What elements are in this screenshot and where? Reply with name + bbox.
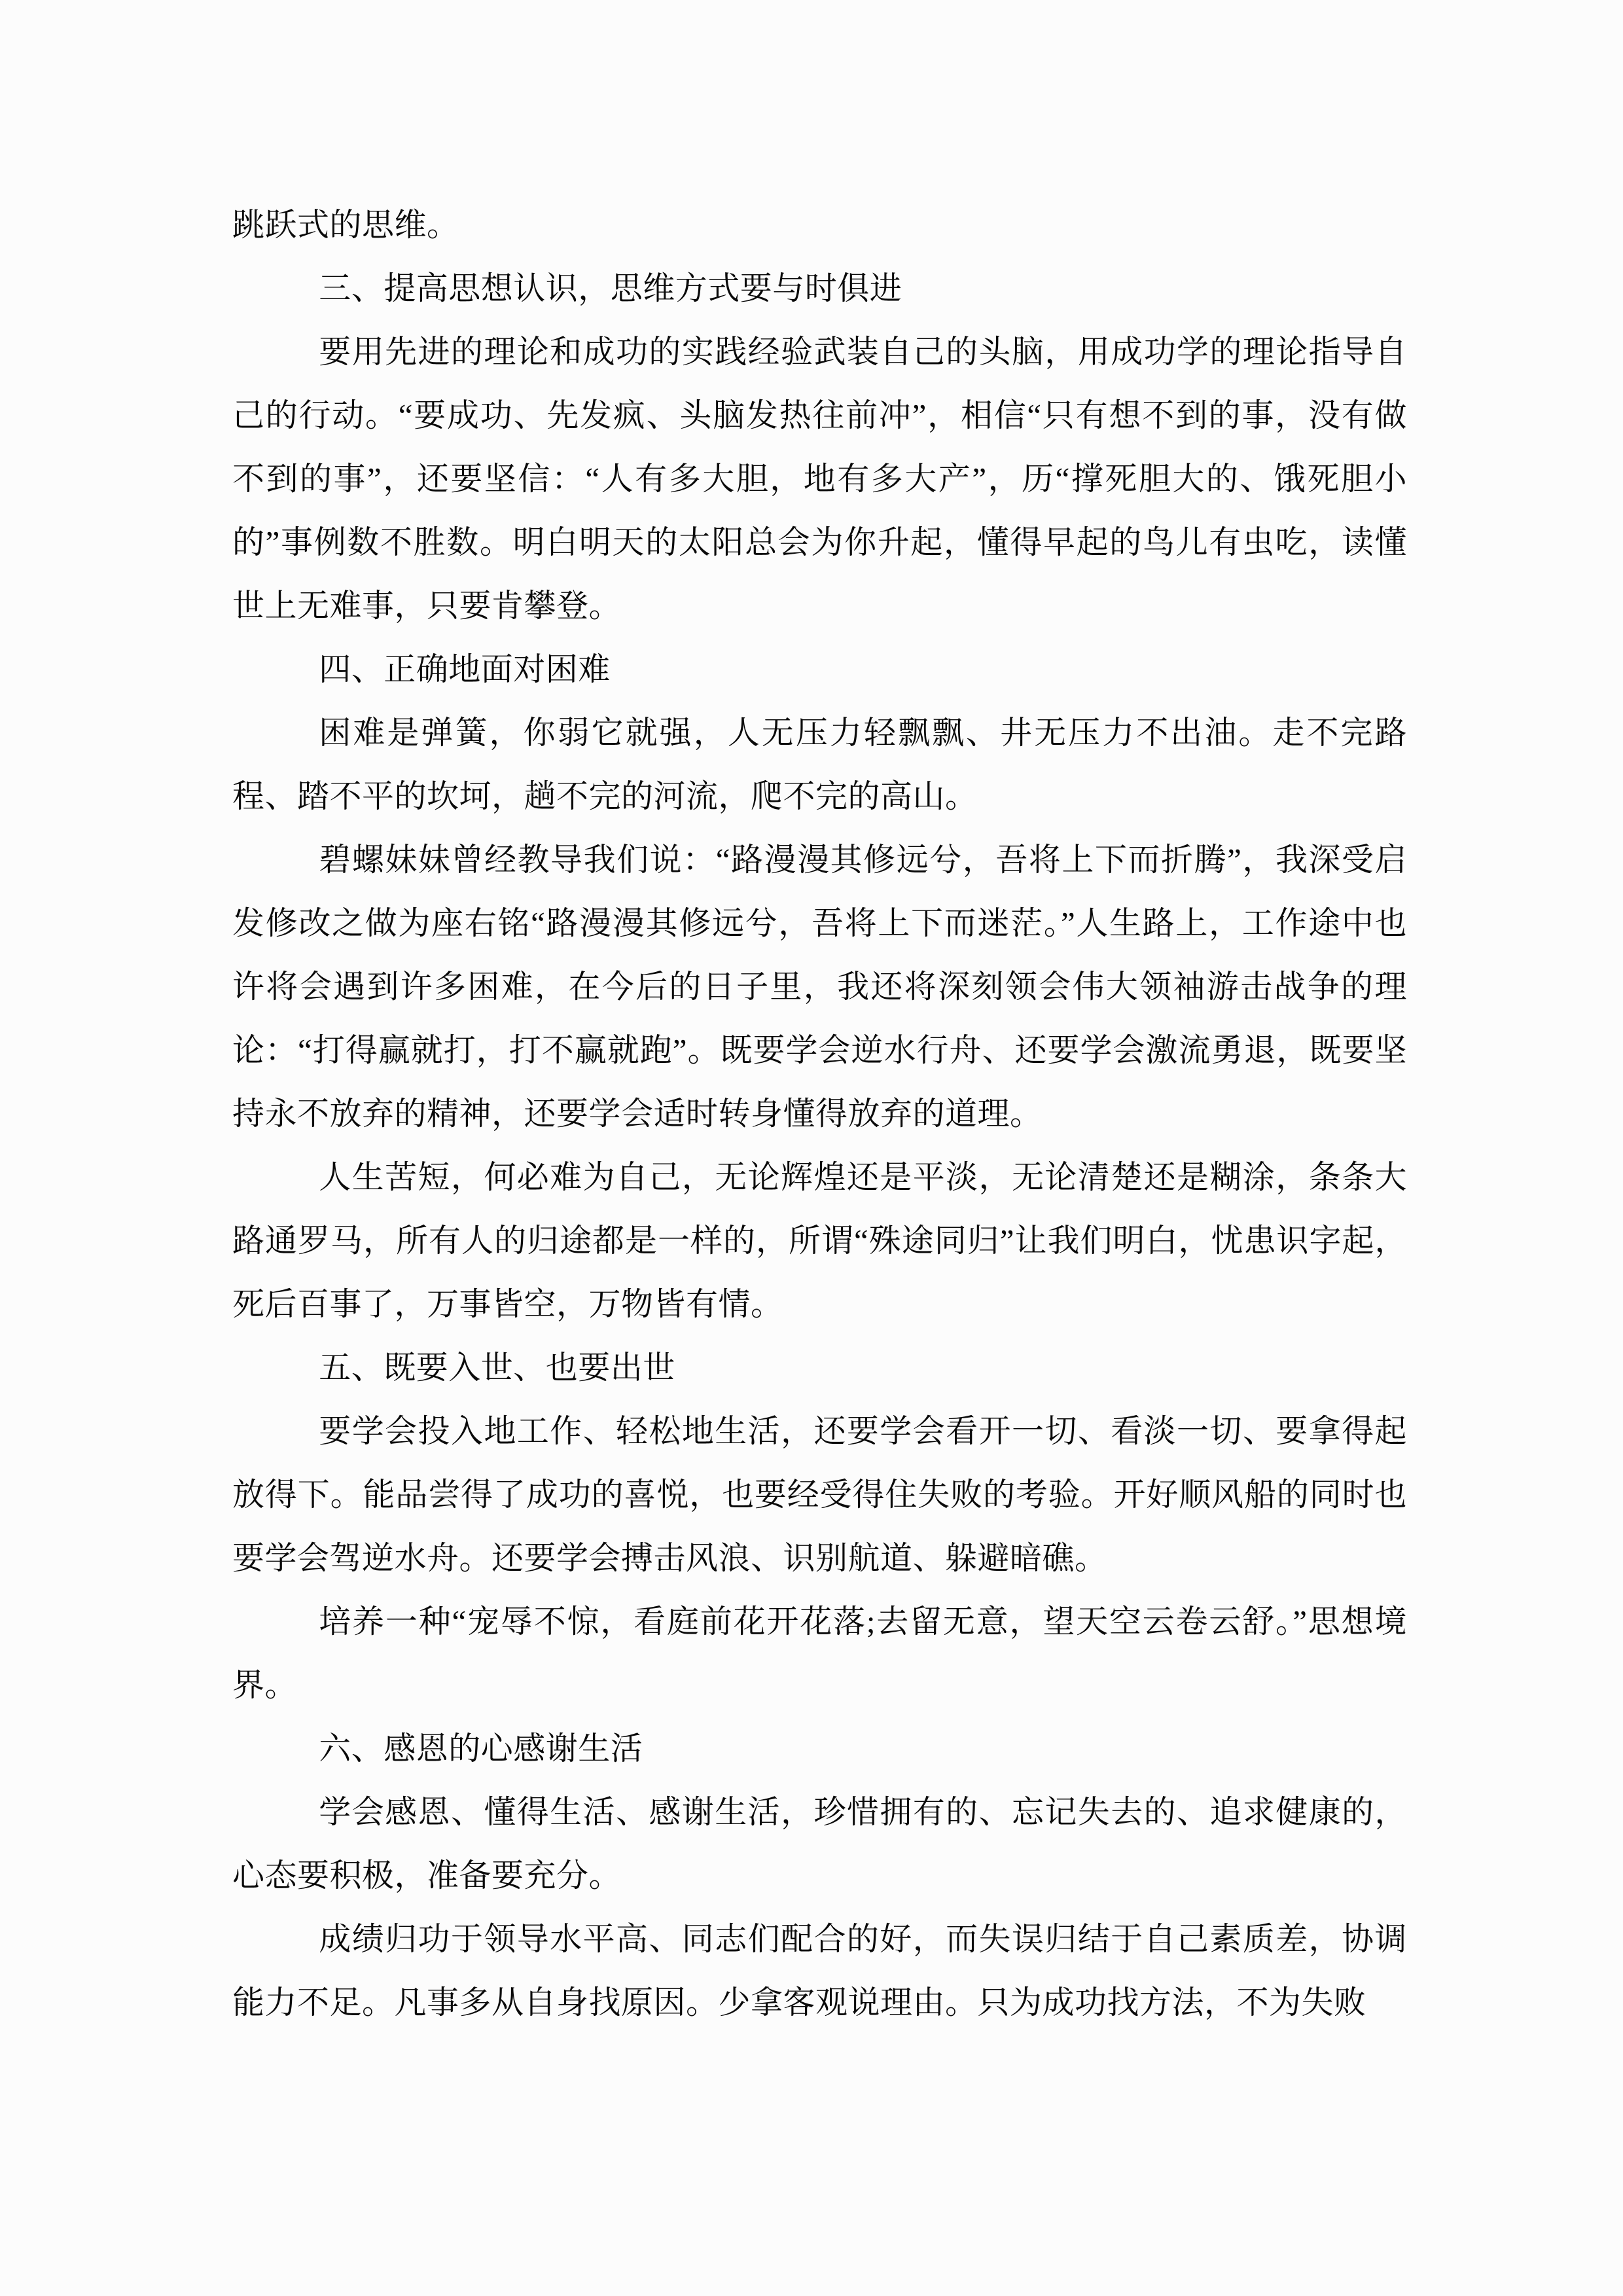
section-heading-four: 四、正确地面对困难 [319,651,611,687]
body-paragraph: 学会感恩、懂得生活、感谢生活，珍惜拥有的、忘记失去的、追求健康的，心态要积极，准备要充分。 [232,1794,1407,1893]
body-paragraph: 人生苦短，何必难为自己，无论辉煌还是平淡，无论清楚还是糊涂，条条大路通罗马，所有人的归途都是一样的，所谓“殊途同归”让我们明白，忧患识字起，死后百事了，万事皆空，万物皆有情。 [232,1159,1407,1322]
body-paragraph: 困难是弹簧，你弱它就强，人无压力轻飘飘、井无压力不出油。走不完路程、踏不平的坎坷，趟不完的河流，爬不完的高山。 [232,715,1407,814]
paragraph-continuation: 跳跃式的思维。 [232,207,459,243]
body-paragraph: 培养一种“宠辱不惊，看庭前花开花落;去留无意，望天空云卷云舒。”思想境界。 [232,1604,1407,1703]
body-paragraph: 成绩归功于领导水平高、同志们配合的好，而失误归结于自己素质差，协调能力不足。凡事多从自身找原因。少拿客观说理由。只为成功找方法，不为失败 [232,1921,1407,2020]
section-heading-five: 五、既要入世、也要出世 [319,1350,675,1386]
body-paragraph: 要用先进的理论和成功的实践经验武装自己的头脑，用成功学的理论指导自己的行动。“要成功、先发疯、头脑发热往前冲”，相信“只有想不到的事，没有做不到的事”，还要坚信：“人有多大胆，地有多大产”，历“撑死胆大的、饿死胆小的”事例数不胜数。明白明天的太阳总会为你升起，懂得早起的鸟儿有虫吃，读懂世上无难事，只要肯攀登。 [232,334,1407,624]
section-heading-six: 六、感恩的心感谢生活 [319,1731,643,1767]
body-paragraph: 要学会投入地工作、轻松地生活，还要学会看开一切、看淡一切、要拿得起放得下。能品尝得了成功的喜悦，也要经受得住失败的考验。开好顺风船的同时也要学会驾逆水舟。还要学会搏击风浪、识别航道、躲避暗礁。 [232,1413,1407,1576]
body-paragraph: 碧螺妹妹曾经教导我们说：“路漫漫其修远兮，吾将上下而折腾”，我深受启发修改之做为座右铭“路漫漫其修远兮，吾将上下而迷茫。”人生路上，工作途中也许将会遇到许多困难，在今后的日子里，我还将深刻领会伟大领袖游击战争的理论：“打得赢就打，打不赢就跑”。既要学会逆水行舟、还要学会激流勇退，既要坚持永不放弃的精神，还要学会适时转身懂得放弃的道理。 [232,842,1407,1132]
section-heading-three: 三、提高思想认识，思维方式要与时俱进 [319,270,902,306]
